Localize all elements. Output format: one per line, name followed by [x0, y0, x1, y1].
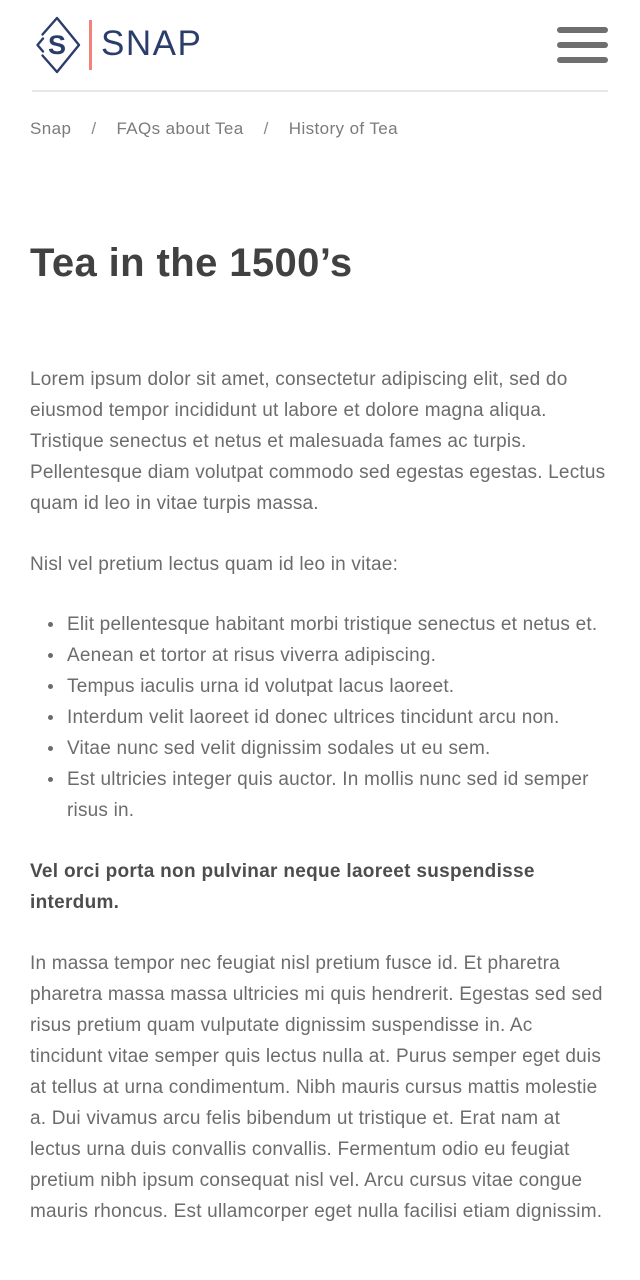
breadcrumb-separator: / [91, 119, 97, 138]
breadcrumb-separator: / [263, 119, 269, 138]
bold-statement-paragraph: Vel orci porta non pulvinar neque laoreet suspendisse interdum. [30, 861, 535, 913]
list-intro-paragraph: Nisl vel pretium lectus quam id leo in vitae: [30, 554, 399, 575]
page-content [0, 119, 640, 1227]
breadcrumb [30, 119, 610, 139]
hamburger-bar [557, 42, 608, 48]
site-header [0, 0, 640, 90]
snap-diamond-s-icon [32, 15, 82, 75]
list-item: • Est ultricies integer quis auctor. In mollis nunc sed id semper risus in. [65, 764, 610, 826]
page-title: Tea in the 1500’s [30, 241, 353, 285]
brand-divider-rule [89, 20, 92, 70]
breadcrumb-item-current: History of Tea [288, 119, 398, 138]
svg-text:S: S [47, 30, 67, 60]
hamburger-menu-button[interactable] [557, 27, 608, 63]
intro-paragraph: Lorem ipsum dolor sit amet, consectetur adipiscing elit, sed do eiusmod tempor incididunt ut labore et dolore magna aliqua. Tristique senectus et netus et malesuada fames ac turpis. Pellentesque diam volutpat commodo sed egestas egestas. Lectus quam id leo in vitae turpis massa. [30, 369, 606, 514]
list-item: • Elit pellentesque habitant morbi tristique senectus et netus et. [65, 609, 610, 640]
breadcrumb-item-faqs-about-tea[interactable]: FAQs about Tea [116, 119, 244, 138]
list-item: • Aenean et tortor at risus viverra adipiscing. [65, 640, 610, 671]
list-item: • Vitae nunc sed velit dignissim sodales ut eu sem. [65, 733, 610, 764]
brand-logo-link[interactable] [32, 15, 202, 75]
bullet-list [30, 609, 610, 826]
header-divider [32, 90, 608, 92]
body-paragraph: In massa tempor nec feugiat nisl pretium fusce id. Et pharetra pharetra massa massa ultricies mi quis hendrerit. Egestas sed sed risus pretium quam vulputate dignissim suspendisse in. Ac tincidunt vitae semper quis lectus nulla at. Purus semper eget duis at tellus at urna condimentum. Nibh mauris cursus mattis molestie a. Dui vivamus arcu felis bibendum ut tristique et. Erat nam at lectus urna duis convallis convallis. Fermentum odio eu feugiat pretium nibh ipsum consequat nisl vel. Arcu cursus vitae congue mauris rhoncus. Est ullamcorper eget nulla facilisi etiam dignissim. [30, 953, 603, 1222]
article [30, 239, 610, 1227]
breadcrumb-item-snap[interactable]: Snap [30, 119, 72, 138]
hamburger-bar [557, 27, 608, 33]
list-item: • Interdum velit laoreet id donec ultrices tincidunt arcu non. [65, 702, 610, 733]
hamburger-bar [557, 57, 608, 63]
brand-name: SNAP [101, 23, 203, 63]
hamburger-icon [557, 27, 608, 63]
list-item: • Tempus iaculis urna id volutpat lacus laoreet. [65, 671, 610, 702]
